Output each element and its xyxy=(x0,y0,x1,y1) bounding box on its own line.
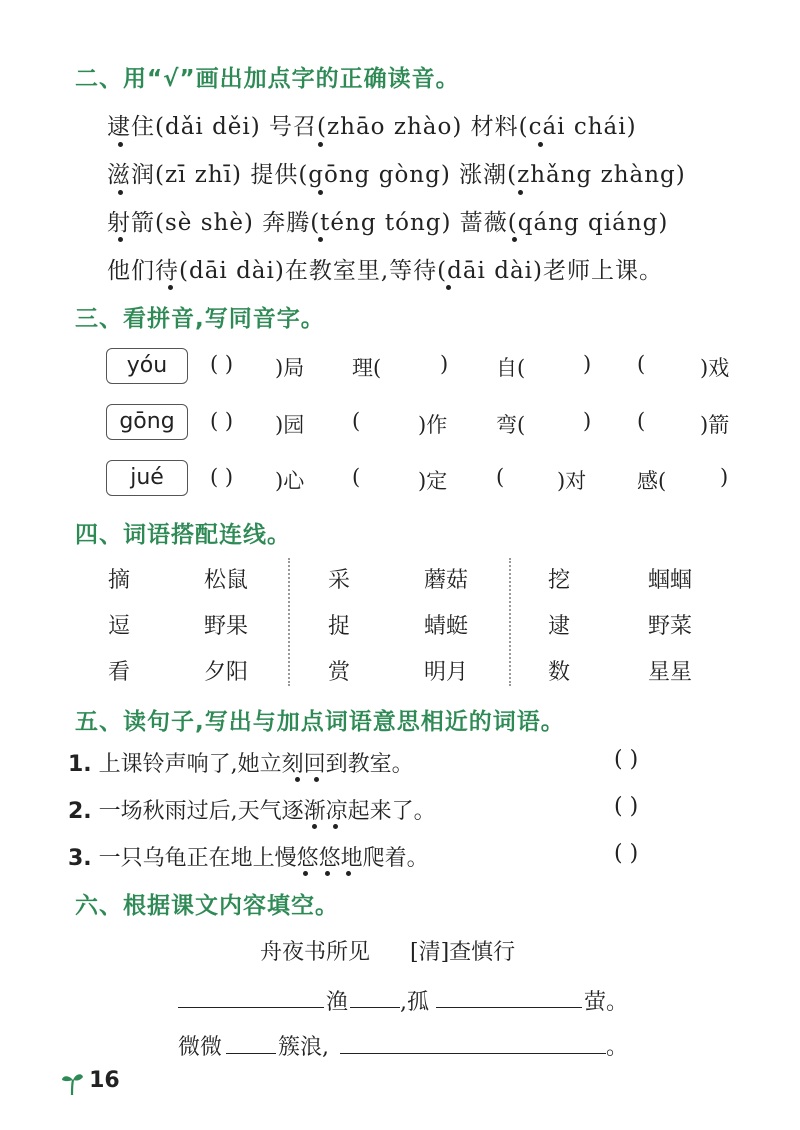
emphasis-dot xyxy=(333,824,338,829)
pinyin-box: gōng xyxy=(106,404,188,440)
match-right-item[interactable]: 夕阳 xyxy=(204,660,249,685)
match-left-item[interactable]: 摘 xyxy=(108,568,131,593)
blank-close[interactable]: ) xyxy=(583,352,592,376)
blank-prefix: 弯( xyxy=(496,413,526,437)
emphasis-dot xyxy=(318,142,323,147)
match-right-item[interactable]: 野果 xyxy=(204,614,249,639)
emphasis-dot xyxy=(303,871,308,876)
page-footer xyxy=(60,1068,120,1096)
sentence-item xyxy=(68,747,414,778)
emphasis-dot xyxy=(512,237,517,242)
fill-blank-line[interactable] xyxy=(350,1007,400,1008)
blank-open[interactable]: ( xyxy=(352,465,361,489)
emphasis-dot xyxy=(118,237,123,242)
fill-blank-line[interactable] xyxy=(178,1007,324,1008)
sentence-text: 一只乌龟正在地上慢悠悠地爬着。 xyxy=(98,846,429,871)
item-number: 2. xyxy=(68,799,92,824)
emphasis-dot xyxy=(346,871,351,876)
emphasis-dot xyxy=(312,824,317,829)
blank-prefix: 理( xyxy=(352,356,382,380)
poem-fragment: 簇浪, xyxy=(278,1035,329,1060)
blank-prefix: 自( xyxy=(496,356,526,380)
s2-line-1: 逮住(dǎi děi) 号召(zhāo zhào) 材料(cái chái) xyxy=(107,114,637,140)
blank-suffix: )园 xyxy=(275,413,305,437)
sentence-item xyxy=(68,841,429,872)
item-number: 1. xyxy=(68,752,92,777)
blank-suffix: )箭 xyxy=(700,413,730,437)
match-right-item[interactable]: 野菜 xyxy=(648,614,693,639)
emphasis-dot xyxy=(518,190,523,195)
match-right-item[interactable]: 松鼠 xyxy=(204,568,249,593)
s2-line-3: 射箭(sè shè) 奔腾(téng tóng) 蔷薇(qáng qiáng) xyxy=(107,210,669,236)
sprout-icon xyxy=(60,1070,84,1096)
section-4-heading: 四、词语搭配连线。 xyxy=(75,522,291,548)
match-left-item[interactable]: 挖 xyxy=(548,568,571,593)
blank-open[interactable]: ( ) xyxy=(210,409,234,433)
emphasis-dot xyxy=(314,777,319,782)
emphasis-dot xyxy=(295,777,300,782)
sentence-item xyxy=(68,794,436,825)
blank-suffix: )对 xyxy=(557,469,587,493)
blank-open[interactable]: ( xyxy=(352,409,361,433)
fill-blank-line[interactable] xyxy=(436,1007,582,1008)
match-right-item[interactable]: 蝈蝈 xyxy=(648,568,693,593)
page-number: 16 xyxy=(89,1068,120,1093)
s2-line-2: 滋润(zī zhī) 提供(gōng gòng) 涨潮(zhǎng zhàng) xyxy=(107,162,686,188)
blank-open[interactable]: ( ) xyxy=(210,352,234,376)
poem-title: 舟夜书所见 xyxy=(260,940,371,965)
match-left-item[interactable]: 数 xyxy=(548,660,571,685)
emphasis-dot xyxy=(318,237,323,242)
emphasis-dot xyxy=(318,190,323,195)
s2-line-4: 他们待(dāi dài)在教室里,等待(dāi dài)老师上课。 xyxy=(107,258,663,284)
pinyin-box: yóu xyxy=(106,348,188,384)
poem-fragment: 。 xyxy=(606,1035,629,1060)
blank-suffix: )戏 xyxy=(700,356,730,380)
match-right-item[interactable]: 明月 xyxy=(424,660,469,685)
pinyin-box: jué xyxy=(106,460,188,496)
blank-suffix: )作 xyxy=(418,413,448,437)
match-right-item[interactable]: 星星 xyxy=(648,660,693,685)
sentence-text: 上课铃声响了,她立刻回到教室。 xyxy=(98,752,414,777)
blank-open[interactable]: ( xyxy=(496,465,505,489)
match-left-item[interactable]: 逗 xyxy=(108,614,131,639)
blank-close[interactable]: ) xyxy=(583,409,592,433)
emphasis-dot xyxy=(538,142,543,147)
blank-open[interactable]: ( ) xyxy=(210,465,234,489)
blank-open[interactable]: ( xyxy=(637,409,646,433)
match-left-item[interactable]: 看 xyxy=(108,660,131,685)
blank-open[interactable]: ( xyxy=(637,352,646,376)
answer-blank[interactable]: ( ) xyxy=(614,747,639,772)
item-number: 3. xyxy=(68,846,92,871)
match-left-item[interactable]: 逮 xyxy=(548,614,571,639)
fill-blank-line[interactable] xyxy=(340,1053,606,1054)
poem-fragment: ,孤 xyxy=(400,990,429,1015)
fill-blank-line[interactable] xyxy=(226,1053,276,1054)
blank-suffix: )局 xyxy=(275,356,305,380)
match-right-item[interactable]: 蜻蜓 xyxy=(424,614,469,639)
emphasis-dot xyxy=(118,142,123,147)
section-3-heading: 三、看拼音,写同音字。 xyxy=(75,306,325,332)
blank-prefix: 感( xyxy=(637,469,667,493)
group-divider xyxy=(288,558,290,686)
emphasis-dot xyxy=(325,871,330,876)
section-6-heading: 六、根据课文内容填空。 xyxy=(75,893,339,919)
poem-author: [清]查慎行 xyxy=(410,940,516,965)
blank-suffix: )定 xyxy=(418,469,448,493)
emphasis-dot xyxy=(446,285,451,290)
blank-suffix: )心 xyxy=(275,469,305,493)
answer-blank[interactable]: ( ) xyxy=(614,841,639,866)
section-2-heading: 二、用“√”画出加点字的正确读音。 xyxy=(75,66,460,92)
match-left-item[interactable]: 赏 xyxy=(328,660,351,685)
answer-blank[interactable]: ( ) xyxy=(614,794,639,819)
match-left-item[interactable]: 采 xyxy=(328,568,351,593)
blank-close[interactable]: ) xyxy=(720,465,729,489)
group-divider xyxy=(509,558,511,686)
section-5-heading: 五、读句子,写出与加点词语意思相近的词语。 xyxy=(75,709,565,735)
emphasis-dot xyxy=(118,190,123,195)
poem-fragment: 渔 xyxy=(326,990,349,1015)
poem-fragment: 萤。 xyxy=(584,990,629,1015)
blank-close[interactable]: ) xyxy=(440,352,449,376)
poem-fragment: 微微 xyxy=(178,1035,223,1060)
match-left-item[interactable]: 捉 xyxy=(328,614,351,639)
sentence-text: 一场秋雨过后,天气逐渐凉起来了。 xyxy=(98,799,436,824)
emphasis-dot xyxy=(168,285,173,290)
match-right-item[interactable]: 蘑菇 xyxy=(424,568,469,593)
